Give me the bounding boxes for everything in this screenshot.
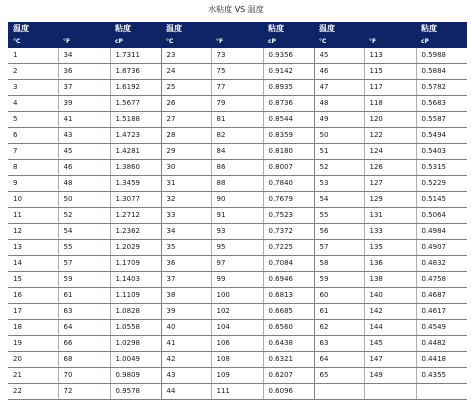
table-row: [8, 80, 467, 96]
celsius-cell: 47: [314, 80, 364, 96]
table-row: [8, 160, 467, 176]
viscosity-cell: 1.0049: [110, 352, 161, 368]
fahrenheit-cell: 75: [211, 64, 263, 80]
viscosity-cell: 0.7679: [263, 192, 314, 208]
celsius-cell: 25: [161, 80, 211, 96]
celsius-cell: 2: [8, 64, 58, 80]
viscosity-cell: 1.5188: [110, 112, 161, 128]
temperature-header: 温度: [161, 22, 263, 36]
fahrenheit-cell: 109: [211, 368, 263, 384]
table-row: [8, 304, 467, 320]
viscosity-cell: 1.4281: [110, 144, 161, 160]
fahrenheit-cell: 140: [364, 288, 416, 304]
viscosity-cell: 1.0298: [110, 336, 161, 352]
celsius-cell: 52: [314, 160, 364, 176]
viscosity-cell: 1.3860: [110, 160, 161, 176]
fahrenheit-cell: 50: [58, 192, 110, 208]
viscosity-cell: 0.4355: [416, 368, 467, 384]
viscosity-cell: 1.1709: [110, 256, 161, 272]
celsius-cell: 31: [161, 176, 211, 192]
fahrenheit-cell: 73: [211, 48, 263, 64]
celsius-cell: 57: [314, 240, 364, 256]
celsius-cell: 23: [161, 48, 211, 64]
celsius-cell: 60: [314, 288, 364, 304]
table-row: [8, 256, 467, 272]
table-row: [8, 320, 467, 336]
table-row: [8, 384, 467, 400]
celsius-unit-header: °C: [8, 36, 58, 48]
celsius-cell: 15: [8, 272, 58, 288]
centipoise-unit-header: cP: [416, 36, 467, 48]
celsius-cell: 19: [8, 336, 58, 352]
fahrenheit-cell: 84: [211, 144, 263, 160]
table-row: [8, 224, 467, 240]
fahrenheit-cell: 93: [211, 224, 263, 240]
fahrenheit-cell: 138: [364, 272, 416, 288]
celsius-cell: 38: [161, 288, 211, 304]
celsius-cell: 3: [8, 80, 58, 96]
viscosity-cell: 1.2362: [110, 224, 161, 240]
viscosity-cell: 1.4723: [110, 128, 161, 144]
celsius-cell: 53: [314, 176, 364, 192]
viscosity-cell: 0.6438: [263, 336, 314, 352]
table-row: [8, 112, 467, 128]
viscosity-cell: 1.2712: [110, 208, 161, 224]
fahrenheit-cell: 106: [211, 336, 263, 352]
viscosity-cell: 0.5229: [416, 176, 467, 192]
fahrenheit-cell: 52: [58, 208, 110, 224]
celsius-cell: 42: [161, 352, 211, 368]
viscosity-cell: 1.5677: [110, 96, 161, 112]
fahrenheit-cell: 100: [211, 288, 263, 304]
fahrenheit-cell: 48: [58, 176, 110, 192]
fahrenheit-cell: 117: [364, 80, 416, 96]
viscosity-cell: 0.5494: [416, 128, 467, 144]
viscosity-cell: 1.1403: [110, 272, 161, 288]
viscosity-cell: 0.8544: [263, 112, 314, 128]
celsius-cell: 12: [8, 224, 58, 240]
celsius-cell: 21: [8, 368, 58, 384]
table-row: [8, 272, 467, 288]
celsius-cell: 64: [314, 352, 364, 368]
centipoise-unit-header: cP: [263, 36, 314, 48]
viscosity-cell: 0.5782: [416, 80, 467, 96]
celsius-cell: 54: [314, 192, 364, 208]
fahrenheit-cell: 81: [211, 112, 263, 128]
fahrenheit-cell: 111: [211, 384, 263, 400]
table-row: [8, 64, 467, 80]
celsius-cell: 44: [161, 384, 211, 400]
fahrenheit-cell: 72: [58, 384, 110, 400]
header-row-main: [8, 22, 467, 36]
fahrenheit-cell: 66: [58, 336, 110, 352]
viscosity-cell: 0.5683: [416, 96, 467, 112]
celsius-cell: 32: [161, 192, 211, 208]
fahrenheit-unit-header: °F: [58, 36, 110, 48]
celsius-cell: 34: [161, 224, 211, 240]
table-row: [8, 96, 467, 112]
fahrenheit-cell: 113: [364, 48, 416, 64]
viscosity-table: [8, 22, 467, 400]
celsius-cell: 58: [314, 256, 364, 272]
viscosity-cell: 0.6560: [263, 320, 314, 336]
fahrenheit-cell: 97: [211, 256, 263, 272]
viscosity-cell: 0.8359: [263, 128, 314, 144]
celsius-cell: 63: [314, 336, 364, 352]
fahrenheit-cell: 37: [58, 80, 110, 96]
fahrenheit-cell: 124: [364, 144, 416, 160]
viscosity-cell: 1.0558: [110, 320, 161, 336]
viscosity-cell: 0.5884: [416, 64, 467, 80]
table-row: [8, 192, 467, 208]
celsius-cell: 5: [8, 112, 58, 128]
celsius-unit-header: °C: [314, 36, 364, 48]
viscosity-cell: 0.9142: [263, 64, 314, 80]
celsius-cell: 11: [8, 208, 58, 224]
fahrenheit-cell: 43: [58, 128, 110, 144]
table-row: [8, 352, 467, 368]
viscosity-cell: 0.6946: [263, 272, 314, 288]
celsius-cell: 30: [161, 160, 211, 176]
celsius-cell: 49: [314, 112, 364, 128]
celsius-cell: 27: [161, 112, 211, 128]
fahrenheit-cell: 102: [211, 304, 263, 320]
fahrenheit-cell: 104: [211, 320, 263, 336]
viscosity-cell: 1.3459: [110, 176, 161, 192]
celsius-cell: 45: [314, 48, 364, 64]
table-row: [8, 288, 467, 304]
celsius-cell: 46: [314, 64, 364, 80]
celsius-unit-header: °C: [161, 36, 211, 48]
fahrenheit-cell: 95: [211, 240, 263, 256]
viscosity-cell: 0.7084: [263, 256, 314, 272]
celsius-cell: 28: [161, 128, 211, 144]
fahrenheit-cell: 122: [364, 128, 416, 144]
viscosity-cell: 1.3077: [110, 192, 161, 208]
viscosity-cell: 0.9809: [110, 368, 161, 384]
fahrenheit-cell: 57: [58, 256, 110, 272]
viscosity-cell: 0.5403: [416, 144, 467, 160]
fahrenheit-cell: 64: [58, 320, 110, 336]
viscosity-cell: 1.2029: [110, 240, 161, 256]
fahrenheit-cell: 90: [211, 192, 263, 208]
fahrenheit-cell: 54: [58, 224, 110, 240]
celsius-cell: 36: [161, 256, 211, 272]
viscosity-cell: 0.5064: [416, 208, 467, 224]
celsius-cell: 1: [8, 48, 58, 64]
fahrenheit-cell: 147: [364, 352, 416, 368]
viscosity-cell: 1.6192: [110, 80, 161, 96]
viscosity-cell: 1.6736: [110, 64, 161, 80]
fahrenheit-cell: 70: [58, 368, 110, 384]
celsius-cell: 59: [314, 272, 364, 288]
viscosity-cell: 0.7840: [263, 176, 314, 192]
viscosity-header: 粘度: [416, 22, 467, 36]
celsius-cell: 56: [314, 224, 364, 240]
celsius-cell: 18: [8, 320, 58, 336]
viscosity-cell: 0.5315: [416, 160, 467, 176]
celsius-cell: 48: [314, 96, 364, 112]
celsius-cell: 16: [8, 288, 58, 304]
fahrenheit-cell: 79: [211, 96, 263, 112]
fahrenheit-cell: 115: [364, 64, 416, 80]
celsius-cell: 6: [8, 128, 58, 144]
fahrenheit-cell: 144: [364, 320, 416, 336]
fahrenheit-cell: 36: [58, 64, 110, 80]
fahrenheit-cell: 41: [58, 112, 110, 128]
table-row: [8, 144, 467, 160]
viscosity-cell: 0.6207: [263, 368, 314, 384]
fahrenheit-cell: 39: [58, 96, 110, 112]
celsius-cell: 8: [8, 160, 58, 176]
viscosity-header: 粘度: [263, 22, 314, 36]
viscosity-cell: 0.7372: [263, 224, 314, 240]
celsius-cell: 33: [161, 208, 211, 224]
viscosity-cell: 0.4687: [416, 288, 467, 304]
viscosity-cell: 0.4832: [416, 256, 467, 272]
celsius-cell: 62: [314, 320, 364, 336]
celsius-cell: 10: [8, 192, 58, 208]
viscosity-cell: 0.6685: [263, 304, 314, 320]
viscosity-cell: 1.7311: [110, 48, 161, 64]
temperature-header: 温度: [314, 22, 416, 36]
celsius-cell: 55: [314, 208, 364, 224]
page-title: 水粘度 VS 温度: [208, 5, 264, 14]
viscosity-cell: 0.5587: [416, 112, 467, 128]
fahrenheit-unit-header: °F: [364, 36, 416, 48]
celsius-cell: 13: [8, 240, 58, 256]
celsius-cell: 24: [161, 64, 211, 80]
viscosity-cell: 0.7523: [263, 208, 314, 224]
table-row: [8, 128, 467, 144]
fahrenheit-cell: 133: [364, 224, 416, 240]
celsius-cell: 9: [8, 176, 58, 192]
fahrenheit-cell: 55: [58, 240, 110, 256]
temperature-header: 温度: [8, 22, 110, 36]
viscosity-cell: 0.4758: [416, 272, 467, 288]
fahrenheit-cell: 91: [211, 208, 263, 224]
fahrenheit-cell: 59: [58, 272, 110, 288]
viscosity-cell: [416, 384, 467, 400]
viscosity-cell: 0.8736: [263, 96, 314, 112]
fahrenheit-cell: 149: [364, 368, 416, 384]
celsius-cell: 7: [8, 144, 58, 160]
celsius-cell: 43: [161, 368, 211, 384]
celsius-cell: 50: [314, 128, 364, 144]
fahrenheit-cell: 61: [58, 288, 110, 304]
celsius-cell: 20: [8, 352, 58, 368]
celsius-cell: 35: [161, 240, 211, 256]
centipoise-unit-header: cP: [110, 36, 161, 48]
fahrenheit-cell: 142: [364, 304, 416, 320]
viscosity-cell: 0.6813: [263, 288, 314, 304]
viscosity-cell: 1.0828: [110, 304, 161, 320]
viscosity-cell: 0.4907: [416, 240, 467, 256]
viscosity-cell: 0.4482: [416, 336, 467, 352]
celsius-cell: 37: [161, 272, 211, 288]
viscosity-cell: 0.7225: [263, 240, 314, 256]
celsius-cell: 14: [8, 256, 58, 272]
fahrenheit-cell: 120: [364, 112, 416, 128]
fahrenheit-cell: 68: [58, 352, 110, 368]
fahrenheit-cell: 45: [58, 144, 110, 160]
fahrenheit-cell: 63: [58, 304, 110, 320]
viscosity-cell: 0.9356: [263, 48, 314, 64]
fahrenheit-cell: 86: [211, 160, 263, 176]
table-row: [8, 368, 467, 384]
celsius-cell: 29: [161, 144, 211, 160]
celsius-cell: 65: [314, 368, 364, 384]
fahrenheit-cell: 108: [211, 352, 263, 368]
table-row: [8, 336, 467, 352]
viscosity-cell: 0.4617: [416, 304, 467, 320]
fahrenheit-cell: 82: [211, 128, 263, 144]
viscosity-cell: 0.8180: [263, 144, 314, 160]
fahrenheit-unit-header: °F: [211, 36, 263, 48]
viscosity-cell: 0.5145: [416, 192, 467, 208]
celsius-cell: 61: [314, 304, 364, 320]
table-header: [8, 22, 467, 48]
viscosity-cell: 0.9578: [110, 384, 161, 400]
celsius-cell: 39: [161, 304, 211, 320]
fahrenheit-cell: 127: [364, 176, 416, 192]
viscosity-cell: 0.6321: [263, 352, 314, 368]
fahrenheit-cell: 77: [211, 80, 263, 96]
celsius-cell: 4: [8, 96, 58, 112]
fahrenheit-cell: 135: [364, 240, 416, 256]
fahrenheit-cell: 88: [211, 176, 263, 192]
celsius-cell: 22: [8, 384, 58, 400]
table-row: [8, 240, 467, 256]
viscosity-cell: 0.8007: [263, 160, 314, 176]
celsius-cell: 51: [314, 144, 364, 160]
table-body: [8, 48, 467, 400]
celsius-cell: 26: [161, 96, 211, 112]
fahrenheit-cell: 136: [364, 256, 416, 272]
table-row: [8, 176, 467, 192]
viscosity-cell: 0.8935: [263, 80, 314, 96]
celsius-cell: 17: [8, 304, 58, 320]
header-row-units: [8, 36, 467, 48]
viscosity-cell: 0.4549: [416, 320, 467, 336]
table-row: [8, 208, 467, 224]
fahrenheit-cell: 145: [364, 336, 416, 352]
fahrenheit-cell: 46: [58, 160, 110, 176]
viscosity-cell: 0.4418: [416, 352, 467, 368]
table-row: [8, 48, 467, 64]
viscosity-cell: 0.4984: [416, 224, 467, 240]
fahrenheit-cell: [364, 384, 416, 400]
viscosity-cell: 0.5988: [416, 48, 467, 64]
viscosity-header: 粘度: [110, 22, 161, 36]
fahrenheit-cell: 34: [58, 48, 110, 64]
viscosity-cell: 0.6096: [263, 384, 314, 400]
fahrenheit-cell: 126: [364, 160, 416, 176]
fahrenheit-cell: 118: [364, 96, 416, 112]
celsius-cell: 41: [161, 336, 211, 352]
fahrenheit-cell: 131: [364, 208, 416, 224]
viscosity-cell: 1.1109: [110, 288, 161, 304]
fahrenheit-cell: 99: [211, 272, 263, 288]
celsius-cell: 40: [161, 320, 211, 336]
celsius-cell: [314, 384, 364, 400]
fahrenheit-cell: 129: [364, 192, 416, 208]
